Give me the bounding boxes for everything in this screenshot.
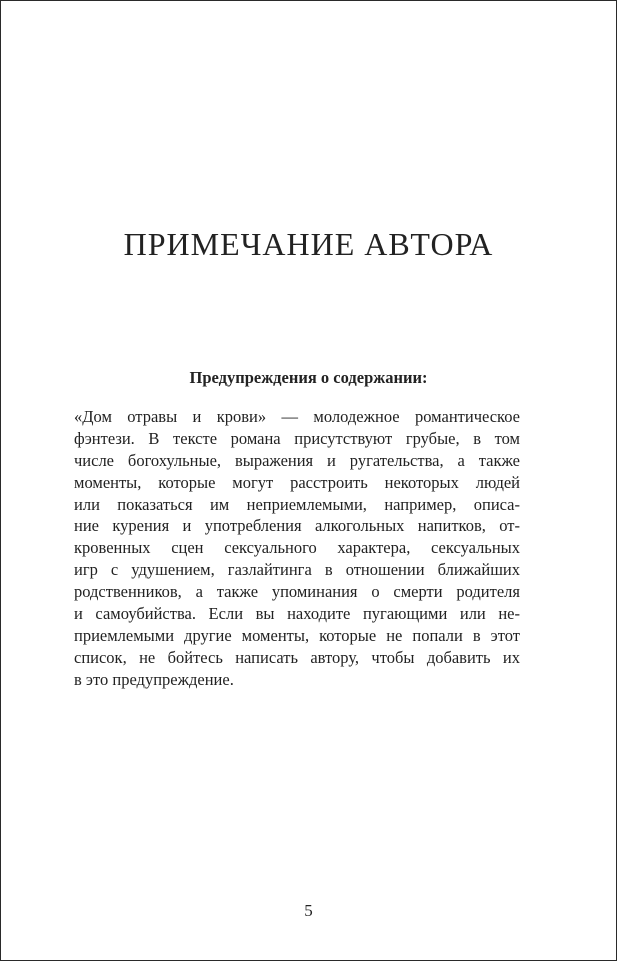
content-warnings-heading: Предупреждения о содержании:	[189, 368, 428, 387]
paragraph-line: фэнтези. В тексте романа присутствуют грубые, в том	[74, 428, 520, 448]
paragraph-line: или показаться им неприемлемыми, например, описа-	[74, 494, 520, 514]
paragraph-line: кровенных сцен сексуального характера, сексуальных	[74, 538, 520, 558]
page-title: ПРИМЕЧАНИЕ АВТОРА	[123, 226, 494, 262]
paragraph-line: ние курения и употребления алкогольных напитков, от-	[74, 516, 520, 536]
paragraph-line: список, не бойтесь написать автору, чтобы добавить их	[74, 647, 520, 667]
paragraph-line: и самоубийства. Если вы находите пугающими или не-	[74, 604, 520, 624]
content-warnings-paragraph	[74, 406, 520, 691]
paragraph-line: в это предупреждение.	[74, 669, 234, 689]
page-number: 5	[304, 901, 313, 920]
paragraph-line: «Дом отравы и крови» — молодежное романтическое	[74, 407, 520, 426]
paragraph-line: игр с удушением, газлайтинга в отношении ближайших	[74, 560, 520, 580]
paragraph-line: числе богохульные, выражения и ругательства, а также	[74, 450, 520, 470]
paragraph-line: моменты, которые могут расстроить некоторых людей	[74, 472, 520, 492]
paragraph-line: приемлемыми другие моменты, которые не попали в этот	[74, 625, 520, 645]
paragraph-line: родственников, а также упоминания о смерти родителя	[74, 582, 520, 602]
